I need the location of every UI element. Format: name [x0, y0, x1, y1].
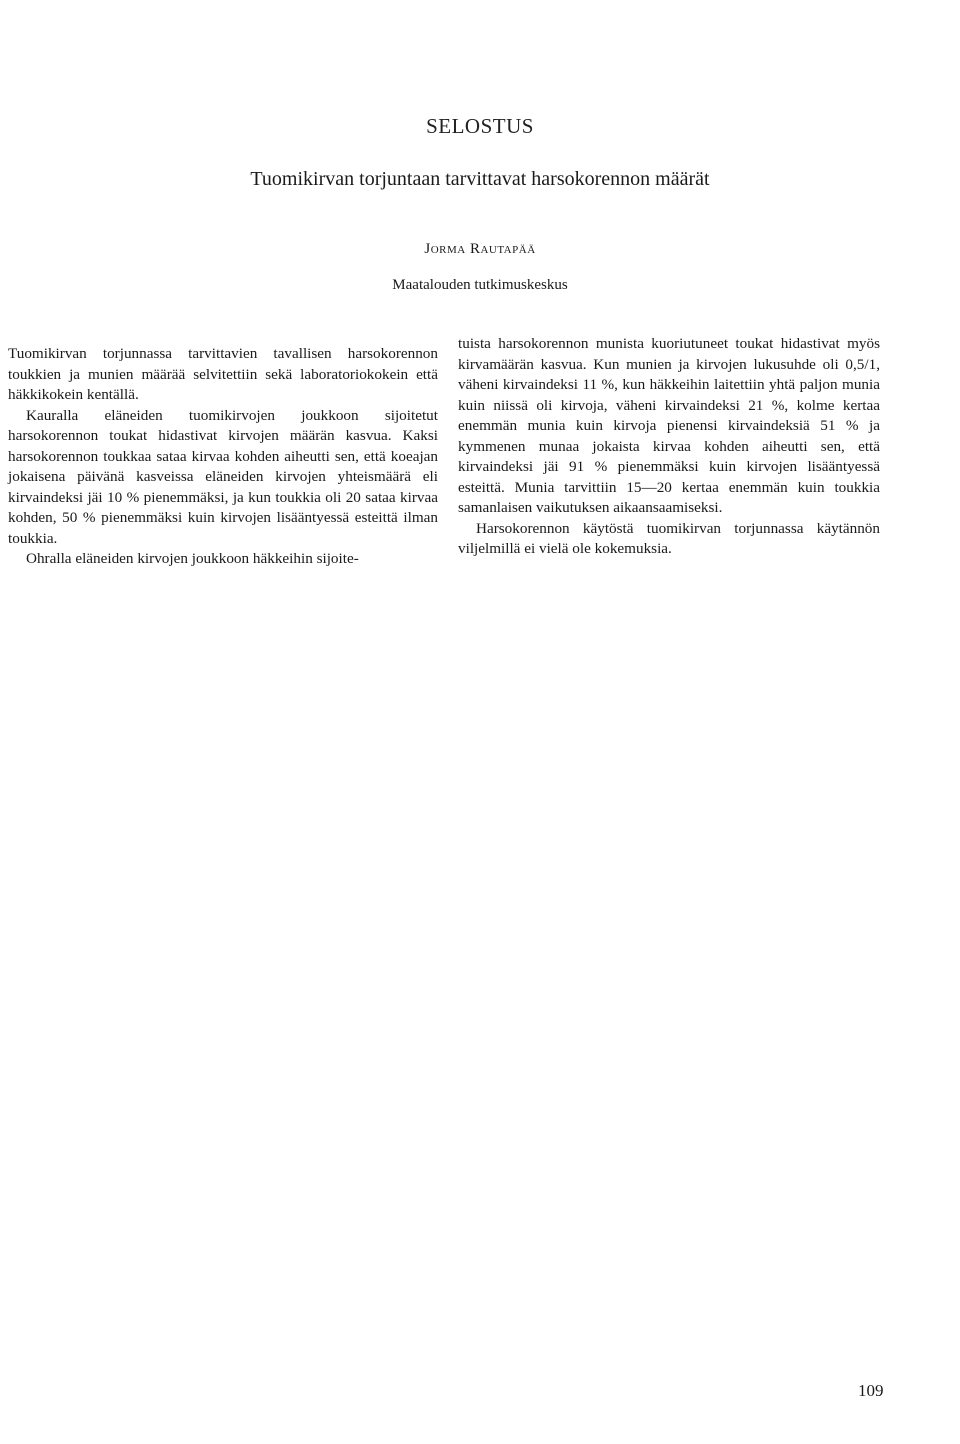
paragraph-3: Ohralla eläneiden kirvojen joukkoon häkkeihin sijoite-: [26, 550, 359, 567]
page-number: 109: [858, 1381, 884, 1400]
left-text-column: [8, 344, 438, 570]
right-text-column: [458, 334, 880, 560]
paragraph-4: tuista harsokorennon munista kuoriutuneet toukat hidastivat myös kirvamäärän kasvua. Kun munien ja kirvojen lukusuhde oli 0,5/1, väheni kirvaindeksi 11 %, kun häkkeihin laitettiin yhtä paljon munia kuin niissä oli kirvoja, väheni kirvaindeksi 21 %, kolme kertaa enemmän munia kuin kirvoja pienensi kirvaindeksiä 51 % ja kymmenen munaa jokaista kirvaa kohden aiheutti sen, että kirvaindeksi jäi 91 % pienemmäksi kuin kirvojen lisääntyessä esteittä. Munia tarvittiin 15—20 kertaa enemmän kuin toukkia samanlaisen vaikutuksen aikaansaamiseksi.: [458, 335, 880, 516]
author-name: Jorma Rautapää: [424, 241, 536, 257]
paragraph-1: Tuomikirvan torjunnassa tarvittavien tavallisen harsokorennon toukkien ja munien määrää selvitettiin sekä laboratoriokokein että häkkikokein kentällä.: [8, 345, 438, 403]
article-title: Tuomikirvan torjuntaan tarvittavat harsokorennon määrät: [250, 168, 710, 190]
paragraph-2: Kauralla eläneiden tuomikirvojen joukkoon sijoitetut harsokorennon toukat hidastivat kirvojen määrän kasvua. Kaksi harsokorennon toukkaa sataa kirvaa kohden aiheutti sen, että koeajan jokaisena päivänä kasveissa eläneiden kirvojen yhteismäärä eli kirvaindeksi jäi 10 % pienemmäksi, ja kun toukkia oli 20 sataa kirvaa kohden, 50 % pienemmäksi kuin kirvojen lisääntyessä esteittä ilman toukkia.: [8, 406, 438, 547]
paragraph-5: Harsokorennon käytöstä tuomikirvan torjunnassa käytännön viljelmillä ei vielä ole kokemuksia.: [458, 519, 880, 557]
author-affiliation: Maatalouden tutkimuskeskus: [392, 277, 568, 293]
section-label: SELOSTUS: [426, 114, 534, 138]
